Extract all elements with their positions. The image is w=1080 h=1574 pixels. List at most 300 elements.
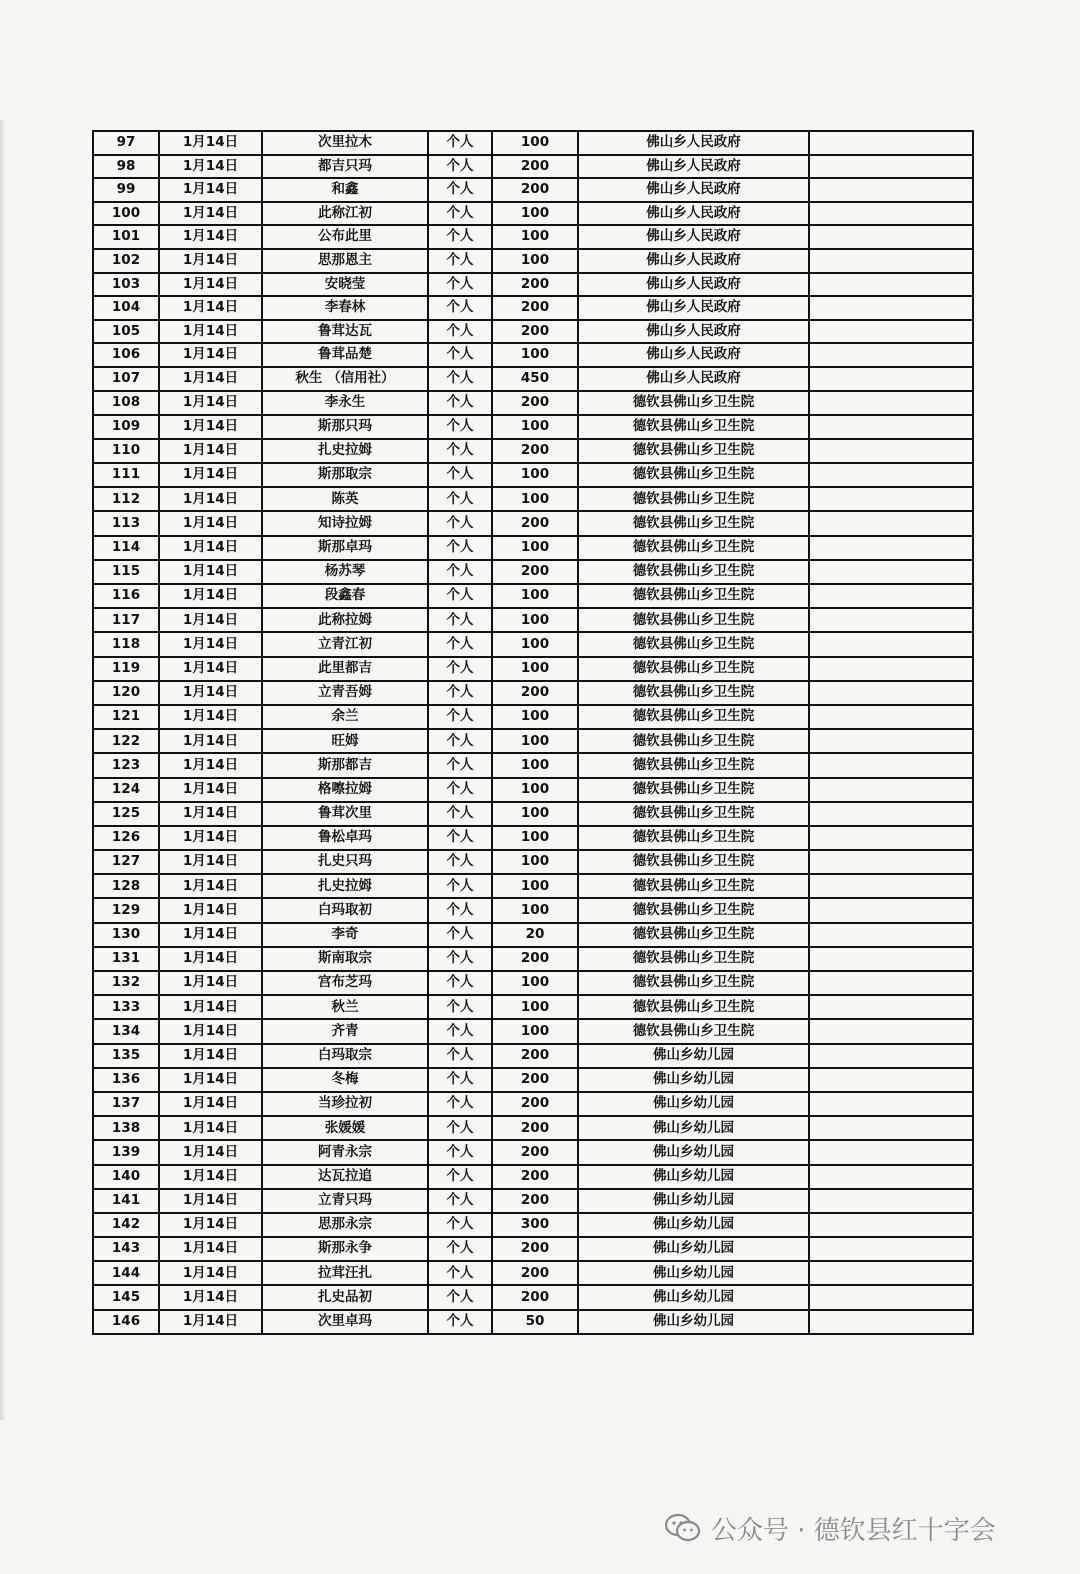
donor-type-cell: 个人	[428, 584, 492, 608]
organization-cell: 德钦县佛山乡卫生院	[578, 802, 809, 826]
remark-cell	[809, 802, 973, 826]
amount-cell: 200	[492, 320, 578, 344]
donor-type-cell: 个人	[428, 536, 492, 560]
donor-name-cell: 立青吾姆	[262, 681, 428, 705]
donor-name-cell: 扎史拉姆	[262, 439, 428, 463]
remark-cell	[809, 155, 973, 179]
date-cell: 1月14日	[159, 155, 262, 179]
amount-cell: 200	[492, 1285, 578, 1309]
remark-cell	[809, 1213, 973, 1237]
donor-name-cell: 和鑫	[262, 178, 428, 202]
organization-cell: 佛山乡人民政府	[578, 155, 809, 179]
row-number-cell: 137	[93, 1092, 159, 1116]
date-cell: 1月14日	[159, 343, 262, 367]
amount-cell: 100	[492, 850, 578, 874]
amount-cell: 100	[492, 632, 578, 656]
organization-cell: 佛山乡幼儿园	[578, 1213, 809, 1237]
amount-cell: 100	[492, 705, 578, 729]
donor-name-cell: 知诗拉姆	[262, 511, 428, 535]
remark-cell	[809, 273, 973, 297]
donor-type-cell: 个人	[428, 705, 492, 729]
organization-cell: 佛山乡幼儿园	[578, 1165, 809, 1189]
donor-name-cell: 此称拉姆	[262, 608, 428, 632]
donation-table	[92, 130, 974, 1335]
table-row	[93, 874, 973, 898]
organization-cell: 德钦县佛山乡卫生院	[578, 850, 809, 874]
row-number-cell: 126	[93, 826, 159, 850]
remark-cell	[809, 1310, 973, 1334]
organization-cell: 佛山乡幼儿园	[578, 1092, 809, 1116]
amount-cell: 200	[492, 1092, 578, 1116]
organization-cell: 德钦县佛山乡卫生院	[578, 898, 809, 922]
row-number-cell: 132	[93, 971, 159, 995]
table-row	[93, 1165, 973, 1189]
table-row	[93, 225, 973, 249]
amount-cell: 200	[492, 178, 578, 202]
table-row	[93, 131, 973, 155]
organization-cell: 佛山乡人民政府	[578, 367, 809, 391]
table-row	[93, 1019, 973, 1043]
date-cell: 1月14日	[159, 1189, 262, 1213]
table-row	[93, 178, 973, 202]
amount-cell: 100	[492, 487, 578, 511]
date-cell: 1月14日	[159, 947, 262, 971]
date-cell: 1月14日	[159, 608, 262, 632]
table-row	[93, 923, 973, 947]
organization-cell: 德钦县佛山乡卫生院	[578, 439, 809, 463]
remark-cell	[809, 1019, 973, 1043]
row-number-cell: 133	[93, 995, 159, 1019]
footer-text: 公众号 · 德钦县红十字会	[711, 1515, 996, 1546]
amount-cell: 200	[492, 273, 578, 297]
donor-name-cell: 陈英	[262, 487, 428, 511]
organization-cell: 佛山乡人民政府	[578, 273, 809, 297]
date-cell: 1月14日	[159, 874, 262, 898]
donor-name-cell: 斯南取宗	[262, 947, 428, 971]
amount-cell: 200	[492, 391, 578, 415]
organization-cell: 德钦县佛山乡卫生院	[578, 874, 809, 898]
remark-cell	[809, 850, 973, 874]
donor-name-cell: 此里都吉	[262, 657, 428, 681]
organization-cell: 佛山乡幼儿园	[578, 1189, 809, 1213]
remark-cell	[809, 178, 973, 202]
date-cell: 1月14日	[159, 1165, 262, 1189]
donor-name-cell: 秋兰	[262, 995, 428, 1019]
donor-name-cell: 思那永宗	[262, 1213, 428, 1237]
table-row	[93, 1261, 973, 1285]
row-number-cell: 100	[93, 202, 159, 226]
row-number-cell: 97	[93, 131, 159, 155]
donor-type-cell: 个人	[428, 131, 492, 155]
table-row	[93, 1285, 973, 1309]
date-cell: 1月14日	[159, 178, 262, 202]
date-cell: 1月14日	[159, 778, 262, 802]
date-cell: 1月14日	[159, 1019, 262, 1043]
donor-name-cell: 白玛取初	[262, 898, 428, 922]
row-number-cell: 108	[93, 391, 159, 415]
donor-name-cell: 阿青永宗	[262, 1140, 428, 1164]
donor-name-cell: 公布此里	[262, 225, 428, 249]
remark-cell	[809, 1165, 973, 1189]
table-row	[93, 439, 973, 463]
date-cell: 1月14日	[159, 439, 262, 463]
donor-type-cell: 个人	[428, 874, 492, 898]
table-row	[93, 511, 973, 535]
date-cell: 1月14日	[159, 511, 262, 535]
table-row	[93, 608, 973, 632]
remark-cell	[809, 536, 973, 560]
remark-cell	[809, 657, 973, 681]
remark-cell	[809, 1261, 973, 1285]
organization-cell: 德钦县佛山乡卫生院	[578, 657, 809, 681]
row-number-cell: 125	[93, 802, 159, 826]
date-cell: 1月14日	[159, 367, 262, 391]
organization-cell: 德钦县佛山乡卫生院	[578, 1019, 809, 1043]
date-cell: 1月14日	[159, 131, 262, 155]
donor-name-cell: 李春林	[262, 296, 428, 320]
remark-cell	[809, 560, 973, 584]
row-number-cell: 124	[93, 778, 159, 802]
amount-cell: 200	[492, 511, 578, 535]
donor-name-cell: 格嚓拉姆	[262, 778, 428, 802]
amount-cell: 300	[492, 1213, 578, 1237]
remark-cell	[809, 1189, 973, 1213]
donor-name-cell: 扎史拉姆	[262, 874, 428, 898]
remark-cell	[809, 296, 973, 320]
date-cell: 1月14日	[159, 729, 262, 753]
donor-type-cell: 个人	[428, 343, 492, 367]
table-row	[93, 947, 973, 971]
amount-cell: 100	[492, 898, 578, 922]
date-cell: 1月14日	[159, 296, 262, 320]
organization-cell: 佛山乡人民政府	[578, 320, 809, 344]
donor-name-cell: 宫布芝玛	[262, 971, 428, 995]
amount-cell: 100	[492, 463, 578, 487]
donor-type-cell: 个人	[428, 608, 492, 632]
donor-type-cell: 个人	[428, 1165, 492, 1189]
row-number-cell: 142	[93, 1213, 159, 1237]
amount-cell: 50	[492, 1310, 578, 1334]
remark-cell	[809, 367, 973, 391]
donor-name-cell: 立青只玛	[262, 1189, 428, 1213]
date-cell: 1月14日	[159, 753, 262, 777]
donor-type-cell: 个人	[428, 898, 492, 922]
table-row	[93, 995, 973, 1019]
donor-name-cell: 齐青	[262, 1019, 428, 1043]
organization-cell: 德钦县佛山乡卫生院	[578, 487, 809, 511]
table-row	[93, 391, 973, 415]
amount-cell: 100	[492, 874, 578, 898]
row-number-cell: 119	[93, 657, 159, 681]
donor-type-cell: 个人	[428, 1213, 492, 1237]
organization-cell: 德钦县佛山乡卫生院	[578, 632, 809, 656]
organization-cell: 德钦县佛山乡卫生院	[578, 391, 809, 415]
remark-cell	[809, 439, 973, 463]
donor-name-cell: 张媛媛	[262, 1116, 428, 1140]
remark-cell	[809, 1044, 973, 1068]
donor-name-cell: 斯那卓玛	[262, 536, 428, 560]
date-cell: 1月14日	[159, 1261, 262, 1285]
table-row	[93, 1044, 973, 1068]
remark-cell	[809, 320, 973, 344]
table-row	[93, 1092, 973, 1116]
donor-name-cell: 斯那只玛	[262, 415, 428, 439]
date-cell: 1月14日	[159, 225, 262, 249]
organization-cell: 佛山乡人民政府	[578, 296, 809, 320]
organization-cell: 德钦县佛山乡卫生院	[578, 511, 809, 535]
table-row	[93, 1213, 973, 1237]
organization-cell: 德钦县佛山乡卫生院	[578, 826, 809, 850]
donor-name-cell: 拉茸汪扎	[262, 1261, 428, 1285]
amount-cell: 200	[492, 1165, 578, 1189]
amount-cell: 100	[492, 826, 578, 850]
donor-name-cell: 立青江初	[262, 632, 428, 656]
table-row	[93, 1310, 973, 1334]
date-cell: 1月14日	[159, 923, 262, 947]
organization-cell: 佛山乡人民政府	[578, 225, 809, 249]
row-number-cell: 117	[93, 608, 159, 632]
organization-cell: 德钦县佛山乡卫生院	[578, 536, 809, 560]
amount-cell: 200	[492, 155, 578, 179]
organization-cell: 佛山乡幼儿园	[578, 1261, 809, 1285]
amount-cell: 100	[492, 753, 578, 777]
table-row	[93, 826, 973, 850]
table-row	[93, 463, 973, 487]
donor-name-cell: 李奇	[262, 923, 428, 947]
row-number-cell: 145	[93, 1285, 159, 1309]
row-number-cell: 139	[93, 1140, 159, 1164]
remark-cell	[809, 1116, 973, 1140]
table-row	[93, 560, 973, 584]
amount-cell: 100	[492, 971, 578, 995]
row-number-cell: 140	[93, 1165, 159, 1189]
row-number-cell: 129	[93, 898, 159, 922]
remark-cell	[809, 898, 973, 922]
donor-type-cell: 个人	[428, 1019, 492, 1043]
donor-name-cell: 段鑫春	[262, 584, 428, 608]
amount-cell: 200	[492, 1189, 578, 1213]
table-row	[93, 536, 973, 560]
donor-type-cell: 个人	[428, 802, 492, 826]
donor-name-cell: 余兰	[262, 705, 428, 729]
donor-type-cell: 个人	[428, 1092, 492, 1116]
donor-type-cell: 个人	[428, 1285, 492, 1309]
donor-type-cell: 个人	[428, 729, 492, 753]
row-number-cell: 144	[93, 1261, 159, 1285]
amount-cell: 100	[492, 415, 578, 439]
donor-name-cell: 斯那永争	[262, 1237, 428, 1261]
row-number-cell: 135	[93, 1044, 159, 1068]
donor-name-cell: 鲁茸品楚	[262, 343, 428, 367]
donor-type-cell: 个人	[428, 632, 492, 656]
date-cell: 1月14日	[159, 560, 262, 584]
date-cell: 1月14日	[159, 249, 262, 273]
amount-cell: 100	[492, 202, 578, 226]
donor-type-cell: 个人	[428, 1189, 492, 1213]
date-cell: 1月14日	[159, 1068, 262, 1092]
remark-cell	[809, 584, 973, 608]
row-number-cell: 146	[93, 1310, 159, 1334]
donor-name-cell: 此称江初	[262, 202, 428, 226]
remark-cell	[809, 874, 973, 898]
page-edge-shadow	[0, 120, 6, 1420]
remark-cell	[809, 249, 973, 273]
row-number-cell: 138	[93, 1116, 159, 1140]
date-cell: 1月14日	[159, 681, 262, 705]
table-row	[93, 1237, 973, 1261]
organization-cell: 德钦县佛山乡卫生院	[578, 584, 809, 608]
table-row	[93, 778, 973, 802]
organization-cell: 德钦县佛山乡卫生院	[578, 778, 809, 802]
organization-cell: 佛山乡幼儿园	[578, 1310, 809, 1334]
donor-type-cell: 个人	[428, 249, 492, 273]
organization-cell: 德钦县佛山乡卫生院	[578, 560, 809, 584]
remark-cell	[809, 415, 973, 439]
table-row	[93, 1116, 973, 1140]
date-cell: 1月14日	[159, 320, 262, 344]
row-number-cell: 102	[93, 249, 159, 273]
table-row	[93, 898, 973, 922]
donor-name-cell: 次里卓玛	[262, 1310, 428, 1334]
date-cell: 1月14日	[159, 1237, 262, 1261]
row-number-cell: 101	[93, 225, 159, 249]
donor-name-cell: 鲁茸达瓦	[262, 320, 428, 344]
amount-cell: 450	[492, 367, 578, 391]
watermark-footer	[665, 1508, 996, 1548]
amount-cell: 20	[492, 923, 578, 947]
organization-cell: 德钦县佛山乡卫生院	[578, 608, 809, 632]
date-cell: 1月14日	[159, 584, 262, 608]
remark-cell	[809, 753, 973, 777]
row-number-cell: 130	[93, 923, 159, 947]
row-number-cell: 99	[93, 178, 159, 202]
date-cell: 1月14日	[159, 1044, 262, 1068]
row-number-cell: 105	[93, 320, 159, 344]
table-row	[93, 753, 973, 777]
donor-type-cell: 个人	[428, 1044, 492, 1068]
amount-cell: 200	[492, 1116, 578, 1140]
donor-type-cell: 个人	[428, 273, 492, 297]
remark-cell	[809, 923, 973, 947]
organization-cell: 佛山乡幼儿园	[578, 1116, 809, 1140]
amount-cell: 100	[492, 657, 578, 681]
donor-type-cell: 个人	[428, 753, 492, 777]
amount-cell: 100	[492, 608, 578, 632]
wechat-icon	[665, 1513, 701, 1543]
remark-cell	[809, 705, 973, 729]
organization-cell: 德钦县佛山乡卫生院	[578, 463, 809, 487]
amount-cell: 200	[492, 439, 578, 463]
row-number-cell: 123	[93, 753, 159, 777]
table-row	[93, 1068, 973, 1092]
remark-cell	[809, 729, 973, 753]
amount-cell: 200	[492, 1237, 578, 1261]
amount-cell: 200	[492, 1261, 578, 1285]
row-number-cell: 121	[93, 705, 159, 729]
row-number-cell: 104	[93, 296, 159, 320]
organization-cell: 佛山乡人民政府	[578, 343, 809, 367]
remark-cell	[809, 202, 973, 226]
donor-type-cell: 个人	[428, 1310, 492, 1334]
donor-name-cell: 鲁松卓玛	[262, 826, 428, 850]
table-row	[93, 320, 973, 344]
donor-type-cell: 个人	[428, 1140, 492, 1164]
donor-type-cell: 个人	[428, 923, 492, 947]
donor-type-cell: 个人	[428, 178, 492, 202]
amount-cell: 100	[492, 802, 578, 826]
date-cell: 1月14日	[159, 487, 262, 511]
table-row	[93, 657, 973, 681]
row-number-cell: 134	[93, 1019, 159, 1043]
organization-cell: 佛山乡幼儿园	[578, 1044, 809, 1068]
remark-cell	[809, 487, 973, 511]
date-cell: 1月14日	[159, 802, 262, 826]
organization-cell: 佛山乡幼儿园	[578, 1285, 809, 1309]
remark-cell	[809, 343, 973, 367]
remark-cell	[809, 391, 973, 415]
table-row	[93, 155, 973, 179]
remark-cell	[809, 1237, 973, 1261]
table-row	[93, 343, 973, 367]
donor-type-cell: 个人	[428, 415, 492, 439]
date-cell: 1月14日	[159, 826, 262, 850]
organization-cell: 佛山乡幼儿园	[578, 1068, 809, 1092]
remark-cell	[809, 971, 973, 995]
table-row	[93, 1140, 973, 1164]
date-cell: 1月14日	[159, 1213, 262, 1237]
amount-cell: 100	[492, 536, 578, 560]
amount-cell: 100	[492, 584, 578, 608]
table-row	[93, 202, 973, 226]
donor-type-cell: 个人	[428, 367, 492, 391]
donor-type-cell: 个人	[428, 1237, 492, 1261]
organization-cell: 德钦县佛山乡卫生院	[578, 995, 809, 1019]
date-cell: 1月14日	[159, 1116, 262, 1140]
donor-type-cell: 个人	[428, 560, 492, 584]
donor-type-cell: 个人	[428, 1068, 492, 1092]
remark-cell	[809, 1092, 973, 1116]
donor-type-cell: 个人	[428, 971, 492, 995]
donor-name-cell: 斯那取宗	[262, 463, 428, 487]
date-cell: 1月14日	[159, 536, 262, 560]
amount-cell: 100	[492, 249, 578, 273]
table-row	[93, 681, 973, 705]
donor-type-cell: 个人	[428, 995, 492, 1019]
date-cell: 1月14日	[159, 273, 262, 297]
amount-cell: 200	[492, 681, 578, 705]
date-cell: 1月14日	[159, 1140, 262, 1164]
donor-name-cell: 达瓦拉追	[262, 1165, 428, 1189]
remark-cell	[809, 778, 973, 802]
organization-cell: 德钦县佛山乡卫生院	[578, 971, 809, 995]
donor-type-cell: 个人	[428, 463, 492, 487]
donor-name-cell: 秋生 （信用社）	[262, 367, 428, 391]
organization-cell: 德钦县佛山乡卫生院	[578, 415, 809, 439]
date-cell: 1月14日	[159, 1285, 262, 1309]
date-cell: 1月14日	[159, 850, 262, 874]
date-cell: 1月14日	[159, 995, 262, 1019]
date-cell: 1月14日	[159, 898, 262, 922]
remark-cell	[809, 608, 973, 632]
organization-cell: 佛山乡幼儿园	[578, 1140, 809, 1164]
date-cell: 1月14日	[159, 632, 262, 656]
table-row	[93, 487, 973, 511]
table-row	[93, 415, 973, 439]
donor-type-cell: 个人	[428, 391, 492, 415]
donor-name-cell: 斯那都吉	[262, 753, 428, 777]
donor-name-cell: 都吉只玛	[262, 155, 428, 179]
amount-cell: 200	[492, 296, 578, 320]
